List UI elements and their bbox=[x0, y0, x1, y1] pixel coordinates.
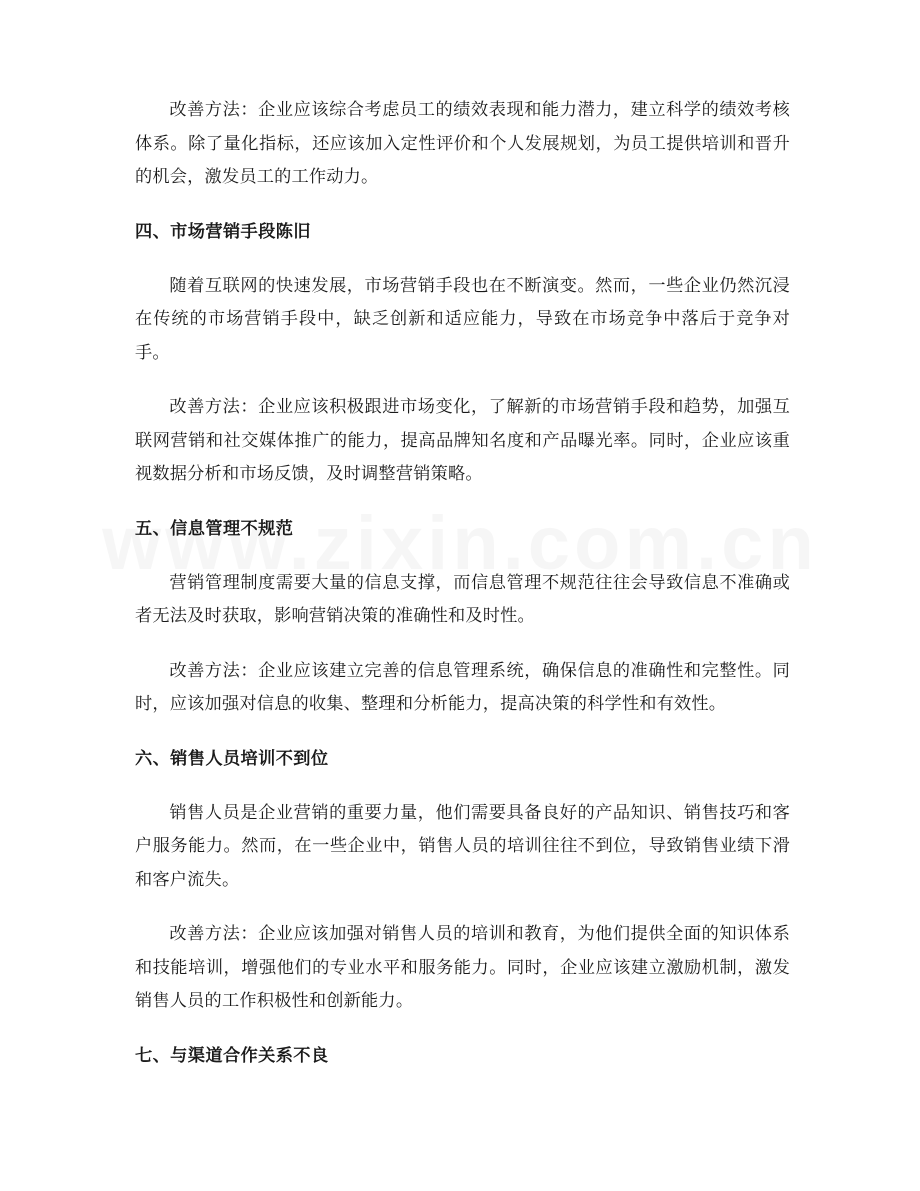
section-heading: 四、市场营销手段陈旧 bbox=[135, 221, 311, 242]
paragraph: 改善方法：企业应该加强对销售人员的培训和教育，为他们提供全面的知识体系和技能培训，增强他们的专业水平和服务能力。同时，企业应该建立激励机制，激发销售人员的工作积极性和创新能力。 bbox=[135, 924, 790, 1011]
section-heading: 七、与渠道合作关系不良 bbox=[135, 1045, 329, 1066]
paragraph: 随着互联网的快速发展，市场营销手段也在不断演变。然而，一些企业仍然沉浸在传统的市场营销手段中，缺乏创新和适应能力，导致在市场竞争中落后于竞争对手。 bbox=[135, 275, 790, 363]
section-heading: 五、信息管理不规范 bbox=[135, 518, 294, 539]
paragraph: 改善方法：企业应该积极跟进市场变化，了解新的市场营销手段和趋势，加强互联网营销和社交媒体推广的能力，提高品牌知名度和产品曝光率。同时，企业应该重视数据分析和市场反馈，及时调整营销策略。 bbox=[135, 397, 790, 484]
paragraph: 改善方法：企业应该综合考虑员工的绩效表现和能力潜力，建立科学的绩效考核体系。除了量化指标，还应该加入定性评价和个人发展规划，为员工提供培训和晋升的机会，激发员工的工作动力。 bbox=[135, 100, 790, 187]
paragraph: 销售人员是企业营销的重要力量，他们需要具备良好的产品知识、销售技巧和客户服务能力。然而，在一些企业中，销售人员的培训往往不到位，导致销售业绩下滑和客户流失。 bbox=[135, 802, 790, 890]
section-heading: 六、销售人员培训不到位 bbox=[135, 748, 329, 769]
document-page bbox=[135, 94, 790, 1094]
paragraph: 营销管理制度需要大量的信息支撑，而信息管理不规范往往会导致信息不准确或者无法及时获取，影响营销决策的准确性和及时性。 bbox=[135, 572, 790, 626]
paragraph: 改善方法：企业应该建立完善的信息管理系统，确保信息的准确性和完整性。同时，应该加强对信息的收集、整理和分析能力，提高决策的科学性和有效性。 bbox=[135, 660, 790, 714]
